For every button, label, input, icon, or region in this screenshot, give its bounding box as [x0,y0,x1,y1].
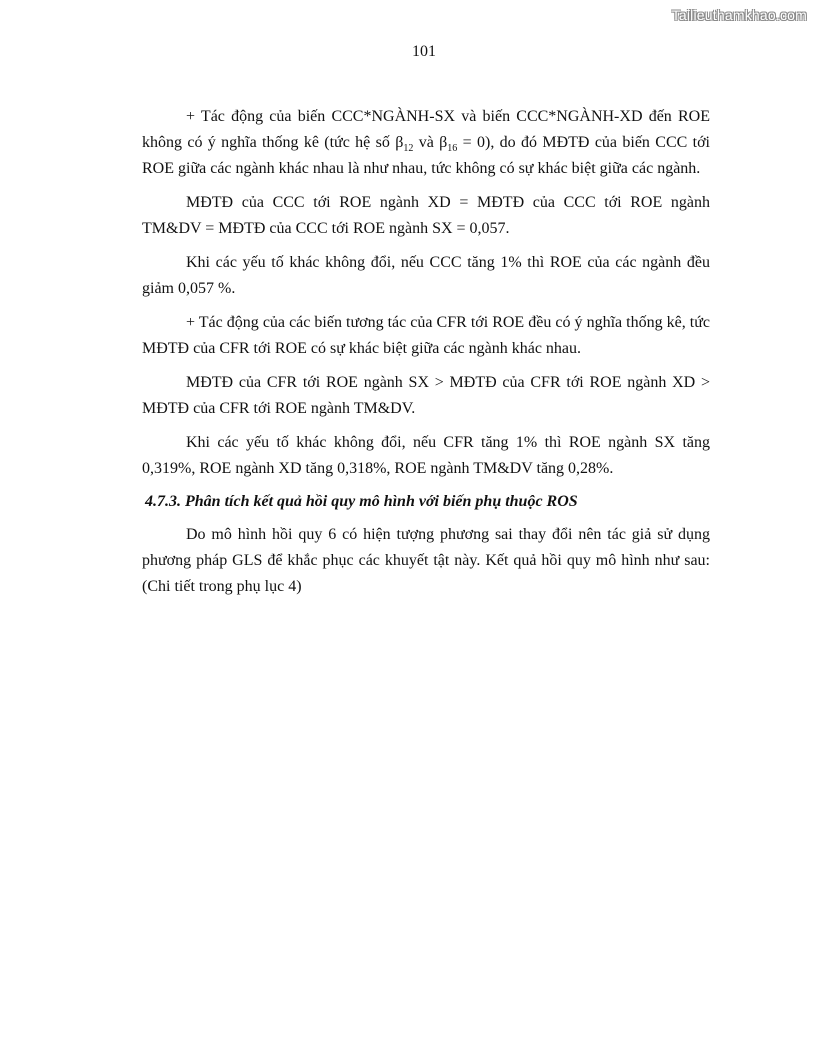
paragraph-text: và β [413,134,448,151]
document-body [142,104,710,608]
paragraph-gls-method: Do mô hình hồi quy 6 có hiện tượng phương sai thay đổi nên tác giả sử dụng phương pháp GLS để khắc phục các khuyết tật này. Kết quả hồi quy mô hình như sau: (Chi tiết trong phụ lục 4) [142,526,710,595]
subscript: 12 [403,143,414,155]
paragraph-ccc-interaction [142,104,710,182]
page-number: 101 [412,43,436,60]
section-heading: 4.7.3. Phân tích kết quả hồi quy mô hình với biến phụ thuộc ROS [145,493,578,510]
paragraph-cfr-interaction: + Tác động của các biến tương tác của CFR tới ROE đều có ý nghĩa thống kê, tức MĐTĐ của CFR tới ROE có sự khác biệt giữa các ngành khác nhau. [142,314,710,357]
watermark: Tailieuthamkhao.com [671,7,807,23]
paragraph-ccc-equality: MĐTĐ của CCC tới ROE ngành XD = MĐTĐ của CCC tới ROE ngành TM&DV = MĐTĐ của CCC tới ROE ngành SX = 0,057. [142,194,710,237]
paragraph-text: = 0), do đó MĐTĐ của biến CCC tới ROE giữa các ngành khác nhau là như nhau, tức không có sự khác biệt giữa các ngành. [142,134,710,177]
paragraph-cfr-ranking: MĐTĐ của CFR tới ROE ngành SX > MĐTĐ của CFR tới ROE ngành XD > MĐTĐ của CFR tới ROE ngành TM&DV. [142,374,710,417]
paragraph-text: + Tác động của biến CCC*NGÀNH-SX và biến CCC*NGÀNH-XD đến ROE không có ý nghĩa thống kê (tức hệ số β [142,108,710,151]
subscript: 16 [447,143,458,155]
paragraph-cfr-effect: Khi các yếu tố khác không đổi, nếu CFR tăng 1% thì ROE ngành SX tăng 0,319%, ROE ngành XD tăng 0,318%, ROE ngành TM&DV tăng 0,28%. [142,434,710,477]
paragraph-ccc-effect: Khi các yếu tố khác không đổi, nếu CCC tăng 1% thì ROE của các ngành đều giảm 0,057 %. [142,254,710,297]
